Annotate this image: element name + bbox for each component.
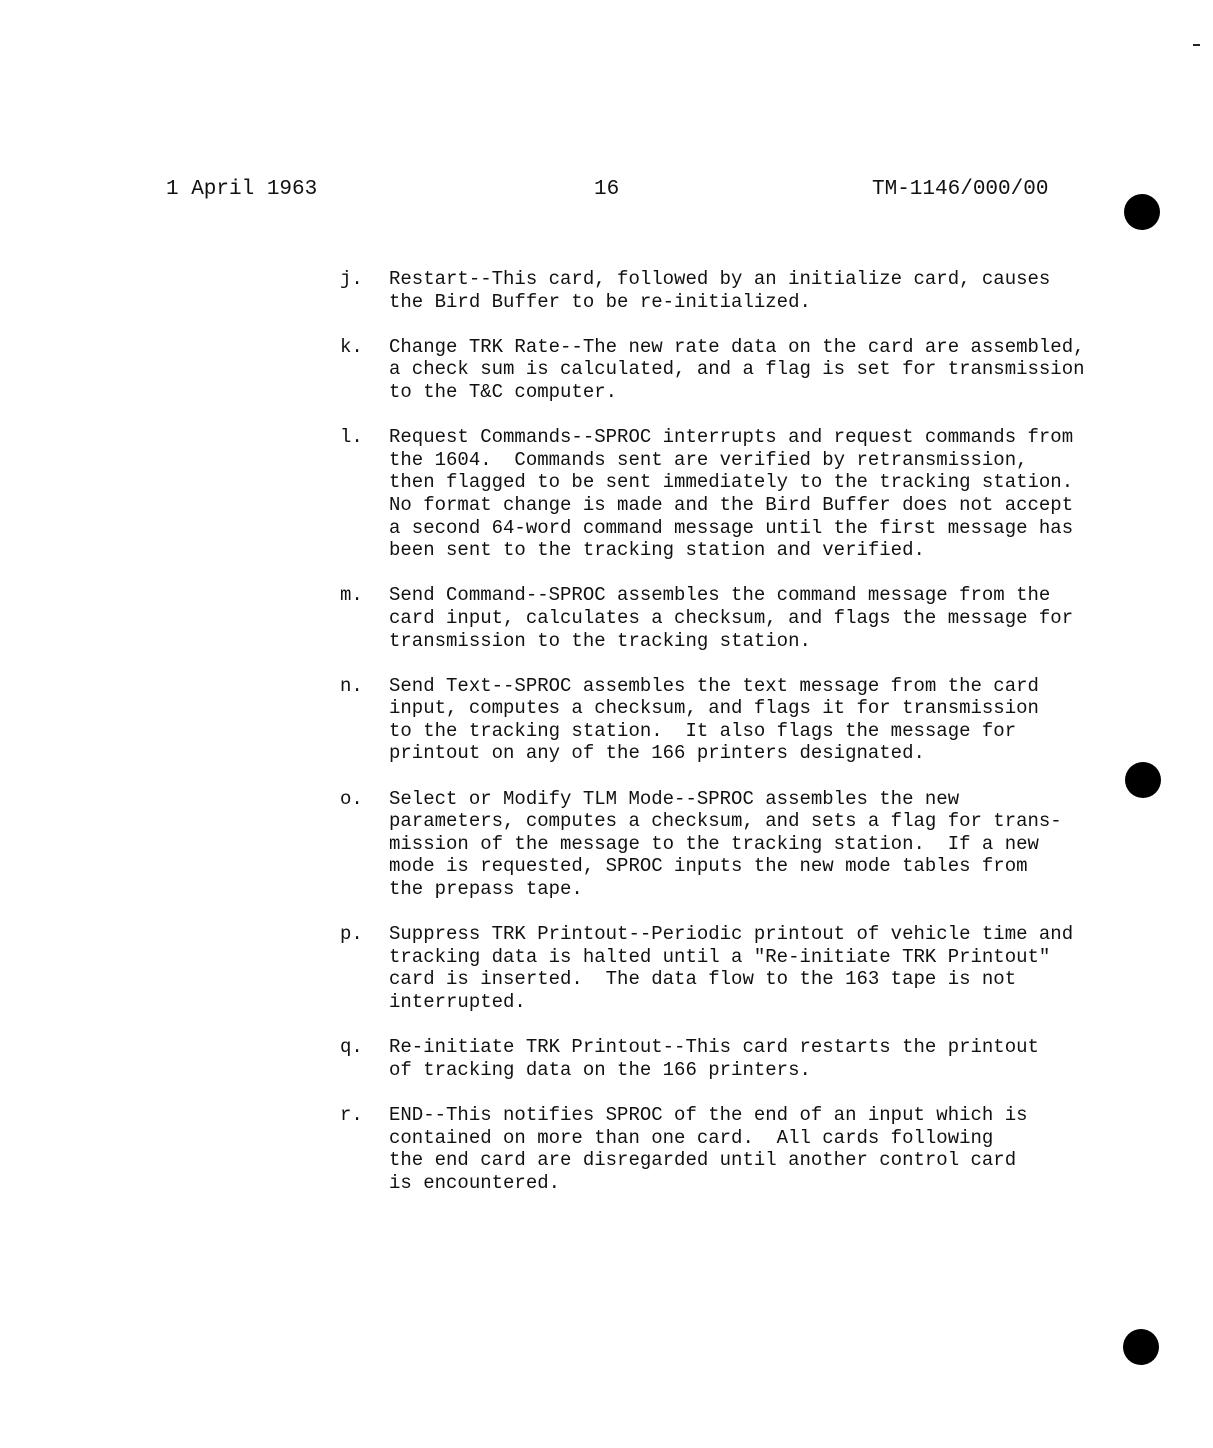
item-line: Send Text--SPROC assembles the text message from the card [389,674,1039,697]
item-line: the 1604. Commands sent are verified by retransmission, [389,448,1028,471]
item-text [389,336,1100,404]
item-line: a second 64-word command message until the first message has [389,516,1074,539]
item-line: to the tracking station. It also flags the message for [389,719,1017,742]
item-line: printout on any of the 166 printers designated. [389,742,925,765]
item-line: is encountered. [389,1171,561,1194]
item-line: Change TRK Rate--The new rate data on the card are assembled, [389,335,1085,358]
item-line: to the T&C computer. [389,380,618,403]
item-letter: n. [340,674,363,697]
item-line: Send Command--SPROC assembles the command message from the [389,584,1051,607]
item-letter: r. [340,1103,363,1126]
item-text [389,426,1100,562]
list-item-m [340,584,1100,652]
item-letter: p. [340,923,363,946]
item-text [389,1036,1100,1081]
item-letter: l. [340,426,363,449]
item-line: a check sum is calculated, and a flag is set for transmission [389,358,1085,381]
item-line: input, computes a checksum, and flags it for transmission [389,697,1039,720]
item-line: transmission to the tracking station. [389,629,811,652]
item-line: Request Commands--SPROC interrupts and request commands from [389,426,1074,449]
item-text [389,268,1100,313]
scan-speck [1193,44,1200,46]
list-item-n [340,675,1100,765]
item-line: No format change is made and the Bird Buffer does not accept [389,493,1074,516]
item-line: Select or Modify TLM Mode--SPROC assembles the new [389,787,960,810]
item-letter: j. [340,268,363,290]
item-letter: o. [340,787,363,810]
item-line: been sent to the tracking station and verified. [389,539,925,562]
item-line: parameters, computes a checksum, and sets a flag for trans- [389,810,1062,833]
item-line: Suppress TRK Printout--Periodic printout of vehicle time and [389,923,1074,946]
item-line: the Bird Buffer to be re-initialized. [389,290,811,313]
item-line: interrupted. [389,991,526,1013]
item-line: mission of the message to the tracking station. If a new [389,832,1039,855]
punch-hole-top [1124,194,1160,230]
header-date: 1 April 1963 [166,178,318,201]
item-list [340,268,1100,1194]
document-number: TM-1146/000/00 [872,178,1049,201]
item-line: then flagged to be sent immediately to the tracking station. [389,471,1074,494]
list-item-l [340,426,1100,562]
list-item-j [340,268,1100,313]
item-letter: k. [340,335,363,358]
item-line: Restart--This card, followed by an initialize card, causes [389,268,1051,290]
item-line: card is inserted. The data flow to the 163 tape is not [389,968,1017,991]
item-line: tracking data is halted until a "Re-initiate TRK Printout" [389,945,1051,968]
list-item-o [340,788,1100,901]
punch-hole-bottom [1123,1329,1159,1365]
page-number: 16 [594,178,620,201]
item-text [389,1104,1100,1194]
list-item-p [340,923,1100,1013]
item-text [389,788,1100,901]
item-line: contained on more than one card. All cards following [389,1126,994,1149]
list-item-r [340,1104,1100,1194]
list-item-q [340,1036,1100,1081]
item-line: Re-initiate TRK Printout--This card restarts the printout [389,1036,1039,1059]
punch-hole-middle [1125,762,1161,798]
item-line: the prepass tape. [389,878,583,901]
item-text [389,675,1100,765]
item-line: of tracking data on the 166 printers. [389,1058,811,1081]
item-line: END--This notifies SPROC of the end of an input which is [389,1103,1028,1126]
item-letter: m. [340,584,363,607]
item-line: card input, calculates a checksum, and flags the message for [389,606,1074,629]
list-item-k [340,336,1100,404]
item-letter: q. [340,1036,363,1059]
item-text [389,584,1100,652]
item-line: mode is requested, SPROC inputs the new mode tables from [389,855,1028,878]
item-text [389,923,1100,1013]
item-line: the end card are disregarded until another control card [389,1149,1017,1172]
